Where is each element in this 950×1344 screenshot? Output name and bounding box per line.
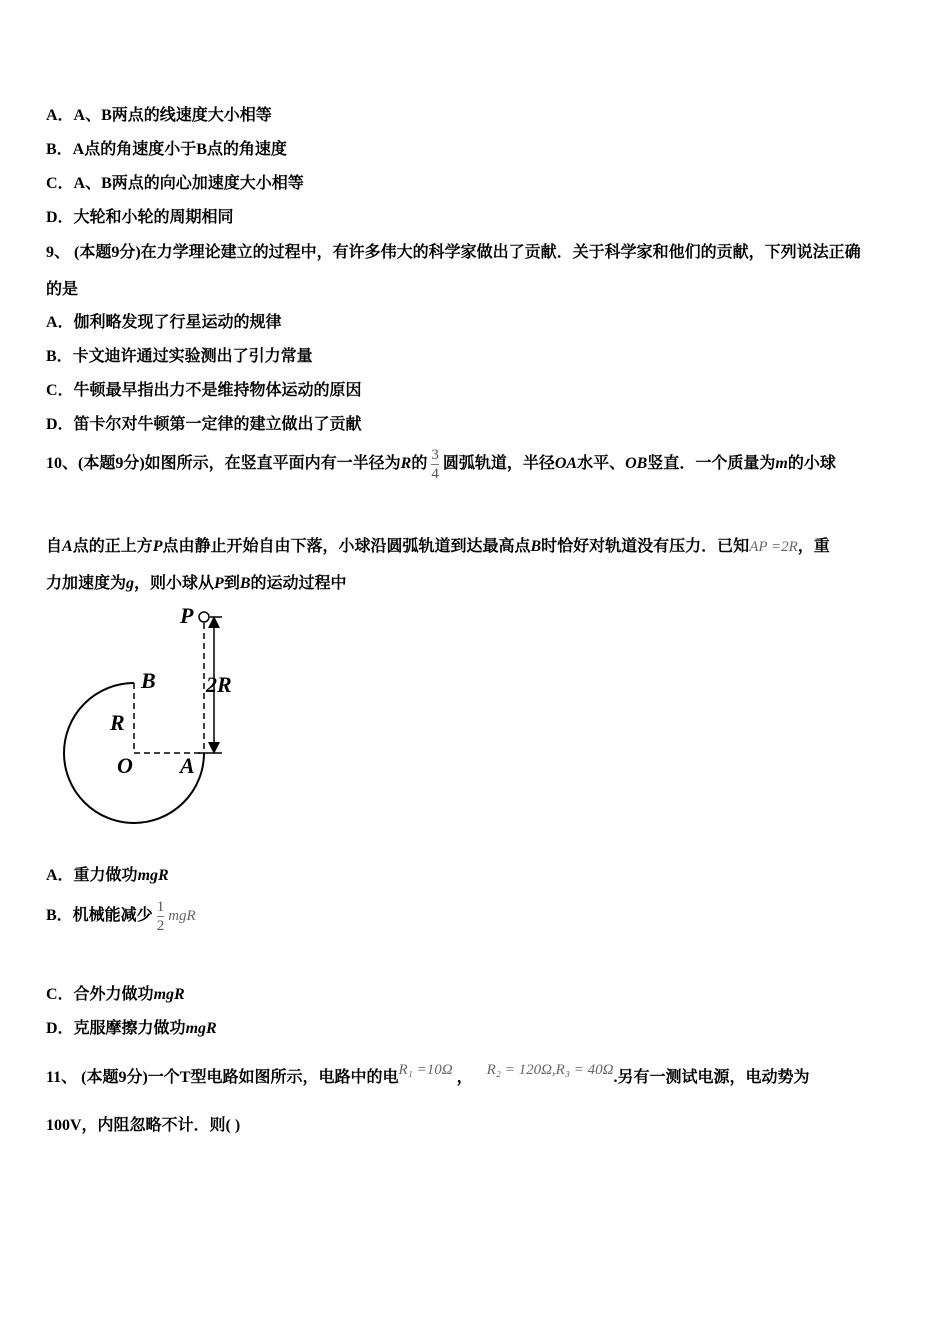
var: OB [625, 455, 648, 473]
var: mgR [137, 867, 169, 884]
text: 时恰好对轨道没有压力．已知 [541, 538, 750, 555]
var: P [152, 538, 163, 555]
label-p: P [180, 603, 194, 628]
text: 点由静止开始自由下落，小球沿圆弧轨道到达最高点 [162, 538, 531, 555]
numerator: 1 [156, 899, 165, 915]
text: 的运动过程中 [250, 575, 347, 592]
text: 10、(本题9分)如图所示，在竖直平面内有一半径为 [46, 455, 401, 473]
var: mgR [185, 1020, 217, 1037]
var: B [530, 538, 542, 555]
formula: R₁ =10Ω [398, 1062, 453, 1078]
label-a: A [180, 753, 195, 778]
numerator: 3 [431, 447, 439, 463]
var: P [214, 575, 224, 592]
denominator: 2 [156, 918, 165, 934]
var: R [400, 455, 412, 473]
label-r: R [110, 710, 125, 735]
q11-stem-line1 [46, 1048, 810, 1100]
denominator: 4 [431, 466, 439, 482]
text: A．重力做功 [46, 867, 138, 884]
q9-option-c: C．牛顿最早指出力不是维持物体运动的原因 [46, 382, 362, 399]
var: A [62, 538, 73, 555]
var: g [126, 575, 135, 592]
text: 水平、 [577, 455, 626, 473]
text: 圆弧轨道，半径 [442, 455, 555, 473]
q10-option-b [46, 898, 196, 935]
text: 的小球 [787, 455, 836, 473]
q8-option-d: D．大轮和小轮的周期相同 [46, 209, 234, 226]
q9-stem-cont: 的是 [46, 281, 79, 298]
label-2r: 2R [206, 672, 232, 697]
q9-option-b: B．卡文迪许通过实验测出了引力常量 [46, 348, 313, 365]
text: ， [456, 1069, 473, 1086]
text: 11、 (本题9分)一个T型电路如图所示，电路中的电 [46, 1069, 399, 1086]
var: mgR [153, 986, 185, 1003]
text: D．克服摩擦力做功 [46, 1020, 186, 1037]
text: 点的正上方 [72, 538, 153, 555]
q9-option-d: D．笛卡尔对牛顿第一定律的建立做出了贡献 [46, 416, 362, 433]
q8-option-b: B．A点的角速度小于B点的角速度 [46, 141, 287, 158]
var: OA [554, 455, 578, 473]
text: 到 [223, 575, 240, 592]
q11-stem-line2: 100V，内阻忽略不计．则( ) [46, 1117, 241, 1134]
q8-option-a: A．A、B两点的线速度大小相等 [46, 107, 272, 124]
text: ，则小球从 [134, 575, 215, 592]
var: m [775, 455, 788, 473]
q8-option-c: C．A、B两点的向心加速度大小相等 [46, 175, 304, 192]
var: B [239, 575, 251, 592]
q9-option-a: A．伽利略发现了行星运动的规律 [46, 314, 282, 331]
q10-option-d [46, 1015, 217, 1038]
label-b: B [141, 668, 156, 693]
text: C．合外力做功 [46, 986, 154, 1003]
label-o: O [117, 753, 133, 778]
fraction [157, 898, 165, 935]
text: ，重 [797, 538, 830, 555]
text: 的 [411, 455, 428, 473]
ball [199, 612, 209, 622]
text: .另有一测试电源，电动势为 [613, 1069, 810, 1086]
text: 自 [46, 538, 63, 555]
text: B．机械能减少 [46, 907, 153, 925]
text: 竖直．一个质量为 [647, 455, 776, 473]
var: mgR [168, 908, 196, 925]
formula: R₂ = 120Ω,R₃ = 40Ω [486, 1062, 614, 1078]
q10-option-a [46, 862, 169, 885]
formula: AP =2R [749, 539, 798, 555]
q9-stem: 9、 (本题9分)在力学理论建立的过程中，有许多伟大的科学家做出了贡献．关于科学家和他们的贡献，下列说法正确 [46, 244, 861, 261]
text: 力加速度为 [46, 575, 127, 592]
q10-option-c [46, 981, 185, 1004]
